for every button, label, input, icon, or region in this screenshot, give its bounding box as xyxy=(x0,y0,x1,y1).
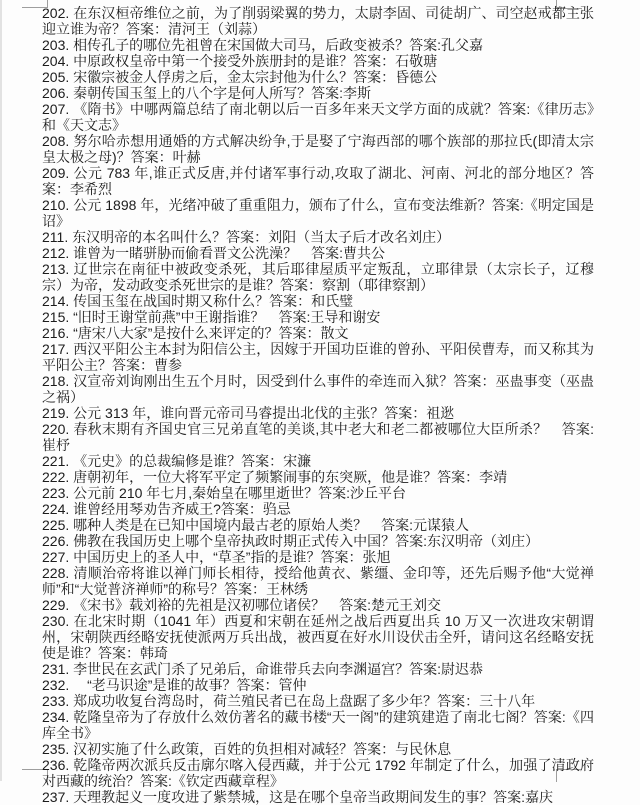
qa-list xyxy=(42,5,594,805)
qa-item: 210. 公元 1898 年，光绪冲破了重重阻力，颁布了什么，宣布变法维新？答案:《明定国是诏》 xyxy=(42,197,594,229)
qa-item: 202. 在东汉桓帝维位之前，为了削弱梁翼的势力，太尉李固、司徒胡广、司空赵戒都主张迎立谁为帝？答案：清河王（刘蒜） xyxy=(42,5,594,37)
qa-item: 220. 春秋末期有齐国史官三兄弟直笔的美谈,其中老大和老二都被哪位大臣所杀？ 答案:崔杼 xyxy=(42,421,594,453)
qa-item: 233. 郑成功收复台湾岛时，荷兰殖民者已在岛上盘踞了多少年？答案：三十八年 xyxy=(42,693,536,709)
qa-item: 213. 辽世宗在南征中被政变杀死，其后耶律屋质平定叛乱，立耶律景（太宗长子，辽穆宗）为帝，发动政变杀死世宗的是谁？答案：察割（耶律察割） xyxy=(42,261,594,293)
qa-item: 226. 佛教在我国历史上哪个皇帝执政时期正式传入中国？答案:东汉明帝（刘庄） xyxy=(42,533,540,549)
qa-item: 227. 中国历史上的圣人中，“草圣”指的是谁？答案：张旭 xyxy=(42,549,391,565)
qa-item: 206. 秦朝传国玉玺上的八个字是何人所写？答案:李斯 xyxy=(42,85,372,101)
page-left-edge xyxy=(0,0,2,781)
qa-item: 205. 宋徽宗被金人俘虏之后，金太宗封他为什么？答案：昏德公 xyxy=(42,69,438,85)
qa-item: 228. 清顺治帝将谁以禅门师长相待，授给他黄衣、紫缰、金印等，还先后赐予他“大觉禅师”和“大觉普济禅师”的称号？答案：王林绣 xyxy=(42,565,594,597)
qa-item: 203. 相传孔子的哪位先祖曾在宋国做大司马，后政变被杀？答案:孔父嘉 xyxy=(42,37,484,53)
qa-item: 211. 东汉明帝的本名叫什么？答案：刘阳（当太子后才改名刘庄） xyxy=(42,229,451,245)
qa-item: 217. 西汉平阳公主本封为阳信公主，因嫁于开国功臣谁的曾孙、平阳侯曹寿，而又称其为平阳公主？答案：曹参 xyxy=(42,341,594,373)
qa-item: 216. “唐宋八大家”是按什么来评定的？答案：散文 xyxy=(42,325,349,341)
qa-item: 236. 乾隆帝两次派兵反击廓尔喀入侵西藏，并于公元 1792 年制定了什么，加强了清政府对西藏的统治？答案:《钦定西藏章程》 xyxy=(42,757,594,789)
qa-item: 232. “老马识途”是谁的故事？答案：管仲 xyxy=(42,677,307,693)
qa-item: 229. 《宋书》载刘裕的先祖是汉初哪位诸侯？ 答案:楚元王刘交 xyxy=(42,597,442,613)
qa-item: 234. 乾隆皇帝为了存放什么效仿著名的藏书楼“天一阁”的建筑建造了南北七阁？答案:《四库全书》 xyxy=(42,709,594,741)
qa-item: 235. 汉初实施了什么政策，百姓的负担相对减轻？答案：与民休息 xyxy=(42,741,452,757)
qa-item: 221. 《元史》的总裁编修是谁？答案：宋濂 xyxy=(42,453,312,469)
qa-item: 215. “旧时王谢堂前燕”中王谢指谁？ 答案:王导和谢安 xyxy=(42,309,381,325)
qa-item: 237. 天理教起义一度攻进了紫禁城，这是在哪个皇帝当政期间发生的事？答案:嘉庆 xyxy=(42,789,554,805)
qa-item: 219. 公元 313 年，谁向晋元帝司马睿提出北伐的主张？答案：祖逖 xyxy=(42,405,455,421)
qa-item: 209. 公元 783 年,谁正式反唐,并付诸军事行动,攻取了湖北、河南、河北的部分地区？答案：李希烈 xyxy=(42,165,594,197)
qa-item: 212. 谁曾为一睹骈胁而偷看晋文公洗澡？ 答案:曹共公 xyxy=(42,245,386,261)
qa-item: 223. 公元前 210 年七月,秦始皇在哪里逝世？答案:沙丘平台 xyxy=(42,485,407,501)
qa-item: 231. 李世民在玄武门杀了兄弟后，命谁带兵去向李渊逼宫？答案:尉迟恭 xyxy=(42,661,484,677)
qa-item: 225. 哪种人类是在已知中国境内最古老的原始人类？ 答案:元谋猿人 xyxy=(42,517,470,533)
qa-item: 208. 努尔哈赤想用通婚的方式解决纷争,于是娶了宁海西部的哪个族部的那拉氏(即清太宗皇太极之母)？答案：叶赫 xyxy=(42,133,594,165)
qa-item: 224. 谁曾经用琴劝告齐威王?答案：驺忌 xyxy=(42,501,291,517)
qa-item: 204. 中原政权皇帝中第一个接受外族册封的是谁？答案：石敬瑭 xyxy=(42,53,438,69)
qa-item: 218. 汉宣帝刘询刚出生五个月时，因受到什么事件的牵连而入狱？答案：巫蛊事变（巫蛊之祸） xyxy=(42,373,594,405)
qa-item: 222. 唐朝初年，一位大将军平定了频繁闹事的东突厥，他是谁？答案：李靖 xyxy=(42,469,508,485)
qa-item: 230. 在北宋时期（1041 年）西夏和宋朝在延州之战后西夏出兵 10 万又一次进攻宋朝谓州，宋朝陕西经略安抚使派两万兵出战，被西夏在好水川设伏击全歼，请问这名经略安抚使是谁？答案：韩琦 xyxy=(42,613,594,661)
qa-item: 207. 《隋书》中哪两篇总结了南北朝以后一百多年来天文学方面的成就？答案:《律历志》和《天文志》 xyxy=(42,101,594,133)
qa-item: 214. 传国玉玺在战国时期又称什么？答案：和氏璧 xyxy=(42,293,354,309)
